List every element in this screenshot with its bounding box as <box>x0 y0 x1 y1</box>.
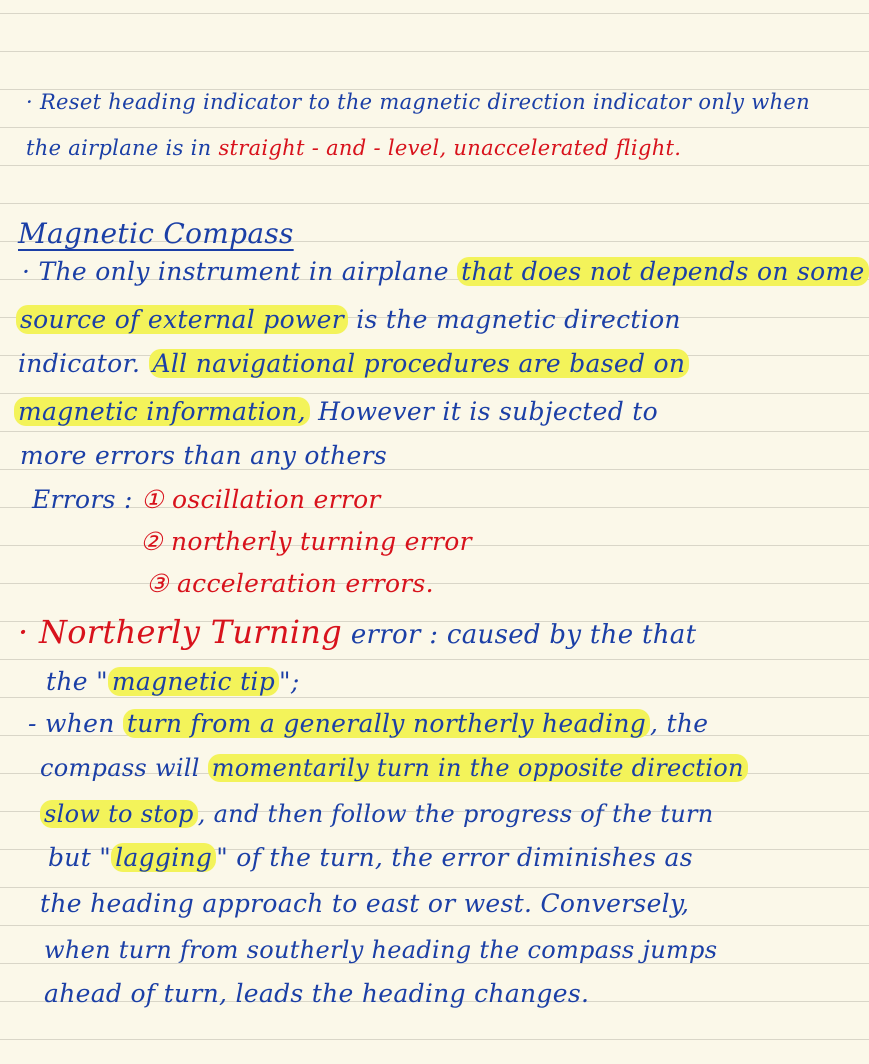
highlighted-text: source of external power <box>16 305 348 334</box>
highlighted-text: lagging <box>111 843 216 872</box>
northerly-text: but " <box>48 843 112 872</box>
compass-text: is the magnetic direction <box>356 305 681 334</box>
compass-paragraph-line-3 <box>18 344 689 384</box>
compass-text: However it is subjected to <box>318 397 658 426</box>
northerly-line-3 <box>28 704 708 744</box>
highlighted-text: momentarily turn in the opposite direction <box>208 754 748 782</box>
reset-note-text: · Reset heading indicator to the magnetic direction indicator only when <box>26 90 810 114</box>
error-item: ③ acceleration errors. <box>146 569 434 598</box>
reset-note-condition: straight - and - level, unaccelerated flight. <box>218 136 682 160</box>
errors-label: Errors : <box>32 485 133 514</box>
errors-line-1 <box>32 480 381 520</box>
northerly-text: compass will <box>40 754 200 782</box>
reset-note-line-1 <box>26 82 810 122</box>
error-item: ② northerly turning error <box>140 527 472 556</box>
error-item: ① oscillation error <box>141 485 381 514</box>
compass-text: · The only instrument in airplane <box>22 257 449 286</box>
northerly-text: "; <box>279 667 300 696</box>
highlighted-text: magnetic tip <box>108 667 279 696</box>
reset-note-text: the airplane is in <box>26 136 212 160</box>
northerly-text: " of the turn, the error diminishes as <box>216 843 693 872</box>
highlighted-text: turn from a generally northerly heading <box>123 709 650 738</box>
northerly-line-8: when turn from southerly heading the compass jumps <box>44 936 718 964</box>
highlighted-text: slow to stop <box>40 800 198 828</box>
northerly-text: - when <box>28 709 115 738</box>
compass-text: indicator. <box>18 349 141 378</box>
northerly-turning-title: · Northerly Turning <box>18 613 342 651</box>
reset-note-line-2 <box>26 128 681 168</box>
northerly-line-9: ahead of turn, leads the heading changes. <box>44 979 590 1008</box>
northerly-line-6 <box>48 838 693 878</box>
compass-paragraph-line-5: more errors than any others <box>20 441 387 470</box>
highlighted-text: magnetic information, <box>14 397 310 426</box>
northerly-line-2 <box>46 662 300 702</box>
highlighted-text: that does not depends on some <box>457 257 868 286</box>
northerly-line-1 <box>18 612 696 655</box>
northerly-text: , and then follow the progress of the turn <box>197 800 714 828</box>
northerly-line-5 <box>40 794 713 834</box>
compass-paragraph-line-4 <box>14 392 658 432</box>
compass-paragraph-line-1 <box>22 252 869 292</box>
compass-paragraph-line-2 <box>16 300 681 340</box>
northerly-text: the " <box>46 667 108 696</box>
northerly-line-7: the heading approach to east or west. Conversely, <box>40 889 690 918</box>
highlighted-text: All navigational procedures are based on <box>149 349 690 378</box>
northerly-line-4 <box>40 748 748 788</box>
section-heading-magnetic-compass: Magnetic Compass <box>18 217 294 250</box>
northerly-text: error : caused by the that <box>350 620 697 650</box>
northerly-text: , the <box>650 709 709 738</box>
